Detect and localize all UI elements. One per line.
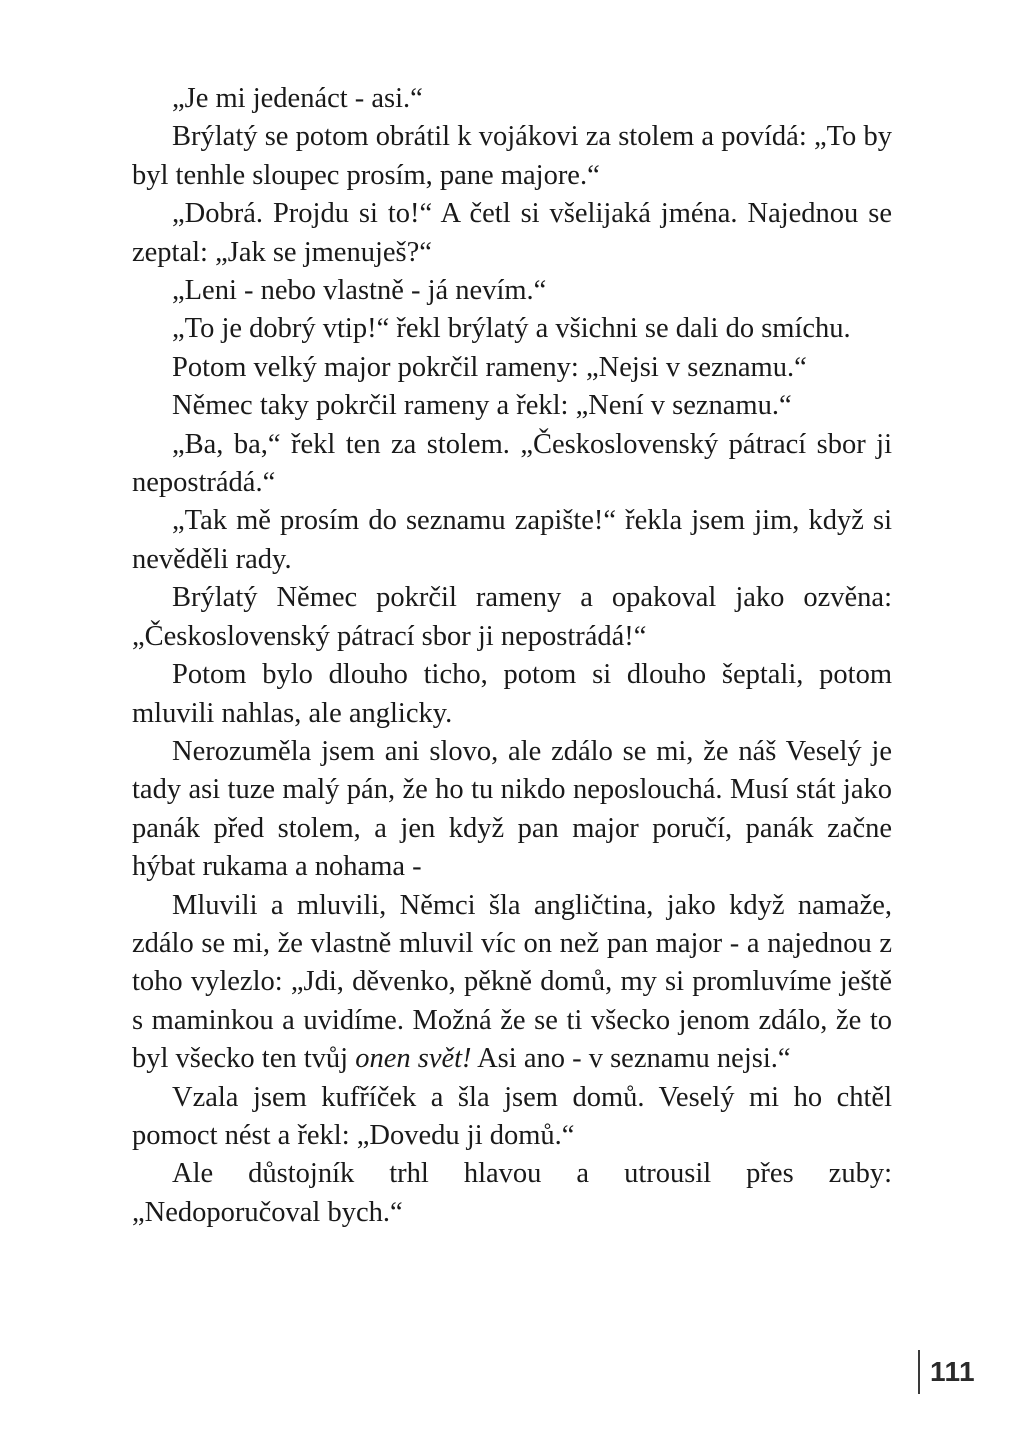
page-number-rule [918, 1350, 920, 1394]
page-number: 111 [930, 1356, 976, 1387]
paragraph: Potom bylo dlouho ticho, potom si dlouho šeptali, potom mluvili nahlas, ale anglicky. [132, 659, 892, 729]
paragraph: Potom velký major pokrčil rameny: „Nejsi v seznamu.“ [172, 351, 807, 383]
paragraph [132, 887, 892, 1079]
paragraph: „Ba, ba,“ řekl ten za stolem. „Československý pátrací sbor ji nepostrádá.“ [132, 428, 892, 499]
paragraph: Brýlatý se potom obrátil k vojákovi za stolem a povídá: „To by byl tenhle sloupec prosím, pane majore.“ [132, 121, 892, 191]
paragraph: „Dobrá. Projdu si to!“ A četl si všelijaká jména. Najednou se zeptal: „Jak se jmenuješ?“ [132, 198, 892, 268]
paragraph: „Je mi jedenáct - asi.“ [172, 83, 423, 114]
paragraph: Němec taky pokrčil rameny a řekl: „Není v seznamu.“ [172, 390, 792, 422]
paragraph-text: Asi ano - v seznamu nejsi.“ [471, 1043, 791, 1075]
paragraph: „Tak mě prosím do seznamu zapište!“ řekla jsem jim, když si nevěděli rady. [132, 505, 892, 575]
paragraph: Ale důstojník trhl hlavou a utrousil přes zuby: „Nedoporučoval bych.“ [132, 1158, 892, 1228]
paragraph: „Leni - nebo vlastně - já nevím.“ [172, 275, 547, 307]
page-footer [918, 1350, 975, 1394]
paragraph: Brýlatý Němec pokrčil rameny a opakoval jako ozvěna: „Československý pátrací sbor ji nepostrádá!“ [132, 582, 892, 652]
paragraph-text: Mluvili a mluvili, Němci šla angličtina, jako když namaže, zdálo se mi, že vlastně mluvil víc on než pan major - a najednou z toho vylezlo: „Jdi, děvenko, pěkně domů, my si promluvíme ještě s maminkou a uvidíme. Možná že se ti všecko jenom zdálo, že to byl všecko ten tvůj [132, 889, 892, 1075]
paragraph: Vzala jsem kufříček a šla jsem domů. Veselý mi ho chtěl pomoct nést a řekl: „Dovedu ji domů.“ [132, 1081, 892, 1151]
paragraph: „To je dobrý vtip!“ řekl brýlatý a všichni se dali do smíchu. [172, 313, 851, 345]
body-text [132, 80, 892, 1232]
paragraph: Nerozuměla jsem ani slovo, ale zdálo se mi, že náš Veselý je tady asi tuze malý pán, že ho tu nikdo neposlouchá. Musí stát jako panák před stolem, a jen když pan major poručí, panák začne hýbat rukama a nohama - [132, 735, 892, 883]
italic-phrase: onen svět! [355, 1043, 472, 1075]
